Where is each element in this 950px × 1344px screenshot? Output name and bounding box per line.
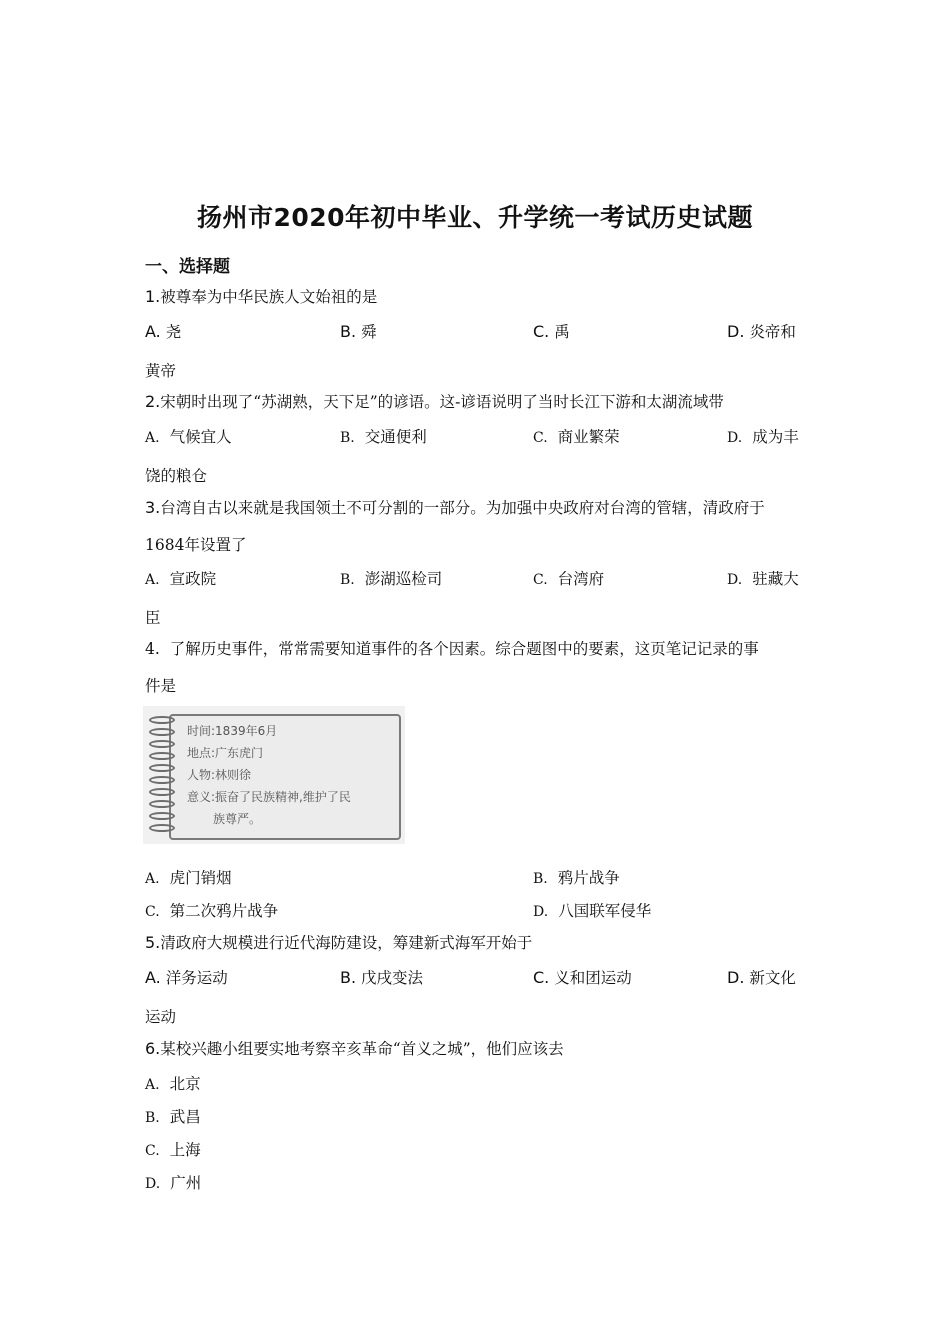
question-5 — [145, 933, 532, 953]
option-wrap-text: 运动 — [145, 1008, 177, 1026]
option-d: D. 八国联军侵华 — [533, 902, 652, 920]
option-c: C. 义和团运动 — [533, 968, 632, 987]
section-heading: 一、选择题 — [145, 257, 230, 277]
note-meaning: 意义:振奋了民族精神,维护了民 — [187, 790, 351, 804]
option-a: A. 洋务运动 — [145, 968, 228, 987]
question-3 — [145, 498, 765, 518]
spiral-binding — [149, 716, 179, 838]
note-meaning-continued: 族尊严。 — [213, 812, 262, 826]
question-text-continued: 件是 — [145, 677, 177, 695]
option-b: B. 武昌 — [145, 1108, 201, 1126]
note-person: 人物:林则徐 — [187, 768, 252, 782]
option-d: D. 成为丰 — [727, 428, 799, 446]
option-wrap-text: 黄帝 — [145, 362, 177, 380]
option-b: B. 鸦片战争 — [533, 869, 620, 887]
option-a: A. 气候宜人 — [145, 428, 232, 446]
question-text: 宋朝时出现了“苏湖熟，天下足”的谚语。这-谚语说明了当时长江下游和太湖流域带 — [160, 393, 724, 411]
option-c: C. 禹 — [533, 322, 570, 341]
option-d: D. 广州 — [145, 1174, 202, 1192]
question-number: 1. — [145, 287, 161, 306]
question-number: 3. — [145, 498, 161, 517]
question-text: 清政府大规模进行近代海防建设，筹建新式海军开始于 — [160, 934, 533, 952]
note-time: 时间:1839年6月 — [187, 724, 278, 738]
option-b: B. 澎湖巡检司 — [340, 570, 443, 588]
option-d: D. 炎帝和 — [727, 322, 796, 341]
option-b: B. 交通便利 — [340, 428, 427, 446]
question-6 — [145, 1039, 564, 1059]
option-d: D. 新文化 — [727, 968, 796, 987]
option-c: C. 第二次鸦片战争 — [145, 902, 279, 920]
option-wrap-text: 臣 — [145, 609, 161, 627]
page-title: 扬州市2020年初中毕业、升学统一考试历史试题 — [196, 203, 754, 232]
option-c: C. 商业繁荣 — [533, 428, 620, 446]
option-d: D. 驻藏大 — [727, 570, 799, 588]
note-place: 地点:广东虎门 — [187, 746, 264, 760]
question-text: 某校兴趣小组要实地考察辛亥革命“首义之城”，他们应该去 — [160, 1040, 564, 1058]
option-wrap-text: 饶的粮仓 — [145, 467, 208, 485]
option-a: A. 虎门销烟 — [145, 869, 232, 887]
option-a: A. 北京 — [145, 1075, 201, 1093]
notebook-image — [143, 706, 405, 844]
question-number: 5. — [145, 933, 161, 952]
option-a: A. 尧 — [145, 322, 182, 341]
option-c: C. 上海 — [145, 1141, 201, 1159]
option-b: B. 戊戌变法 — [340, 968, 424, 987]
option-b: B. 舜 — [340, 322, 377, 341]
option-a: A. 宣政院 — [145, 570, 217, 588]
question-number: 2. — [145, 392, 161, 411]
question-text: 被尊奉为中华民族人文始祖的是 — [160, 288, 378, 306]
question-1 — [145, 287, 377, 307]
question-text: 台湾自古以来就是我国领土不可分割的一部分。为加强中央政府对台湾的管辖，清政府于 — [160, 499, 765, 517]
question-number: 6. — [145, 1039, 161, 1058]
question-text-continued: 1684年设置了 — [145, 536, 247, 554]
question-2 — [145, 392, 724, 412]
option-c: C. 台湾府 — [533, 570, 605, 588]
question-text: 了解历史事件，常常需要知道事件的各个因素。综合题图中的要素，这页笔记记录的事 — [169, 640, 759, 658]
question-number: 4. — [145, 640, 160, 658]
question-4 — [145, 639, 759, 659]
